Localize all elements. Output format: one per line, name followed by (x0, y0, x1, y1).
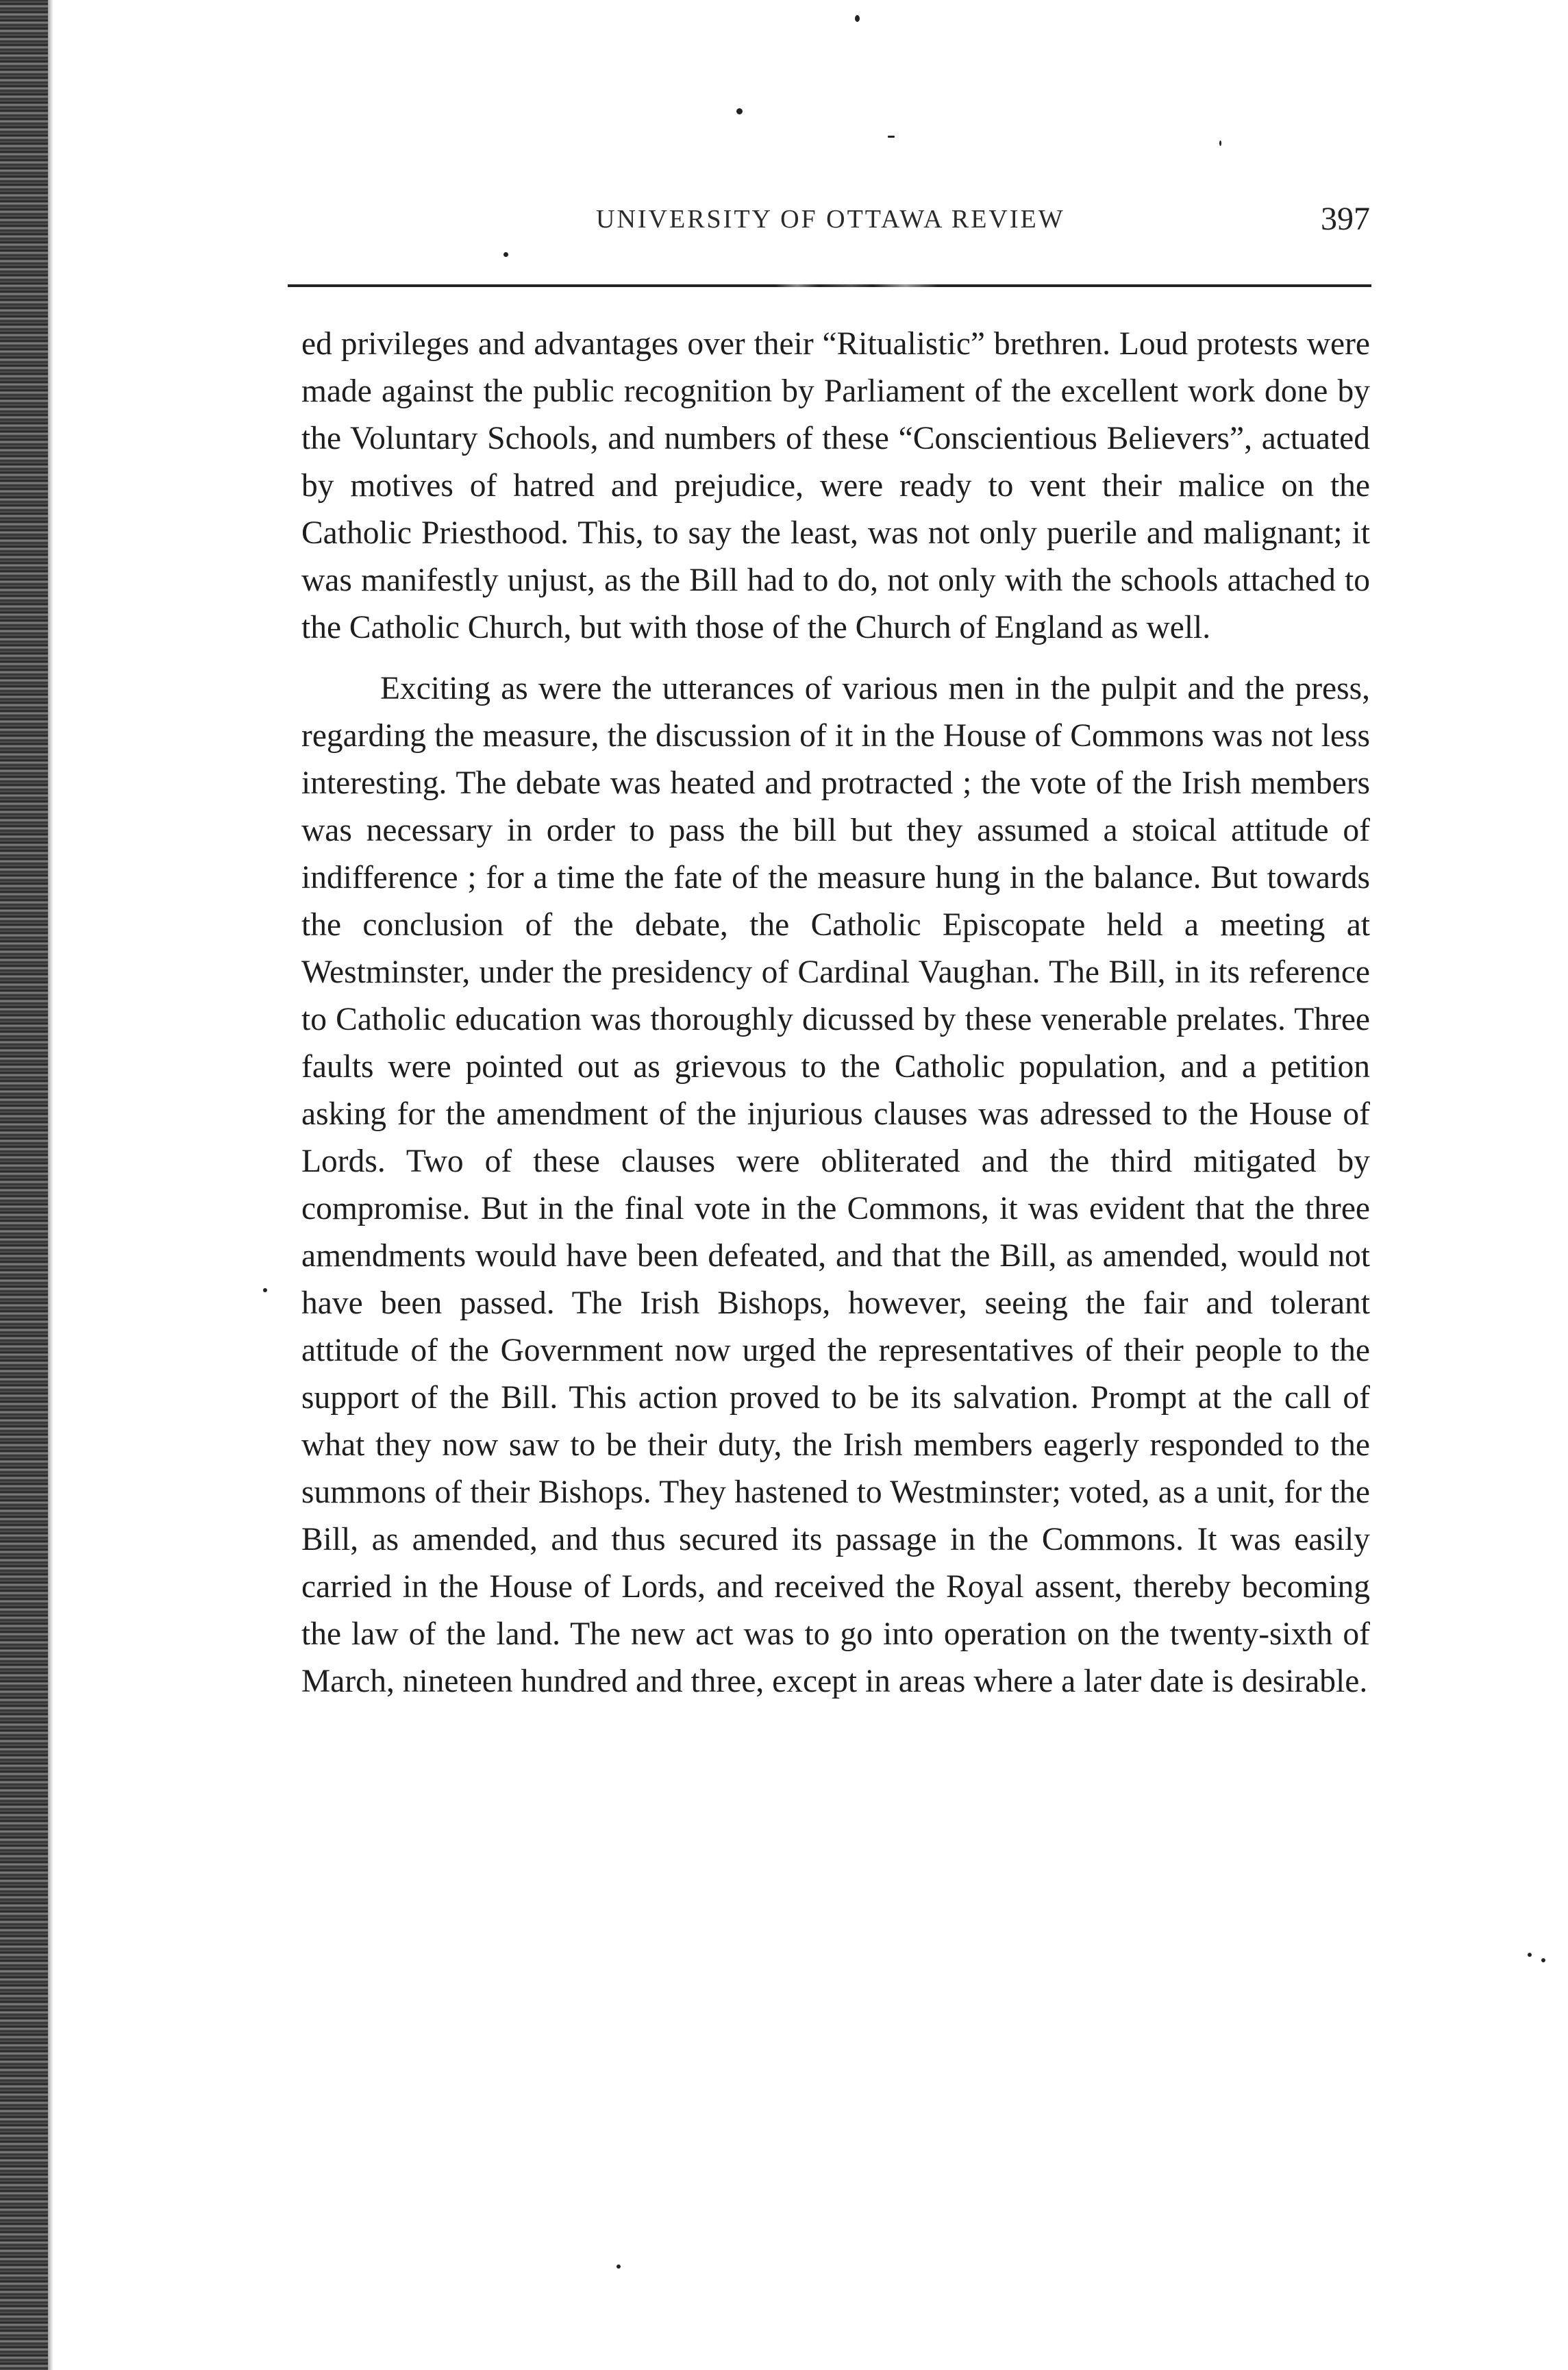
scan-speck (1528, 1953, 1532, 1957)
paragraph-1: ed privileges and advantages over their “Ritualistic” brethren. Loud protests were made against the public recognition by Parliament of the excellent work done by the Voluntary Schools, and numbers of these “Conscientious Believers”, actuated by motives of hatred and prejudice, were ready to vent their malice on the Catholic Priesthood. This, to say the least, was not only puerile and malignant; it was manifestly unjust, as the Bill had to do, not only with the schools attached to the Catholic Church, but with those of the Church of England as well. (301, 326, 1370, 645)
article-body (301, 321, 1370, 1705)
scan-speck (736, 108, 743, 114)
journal-title: UNIVERSITY OF OTTAWA REVIEW (596, 205, 1065, 234)
scan-speck (263, 1288, 267, 1292)
scan-speck (1541, 1958, 1545, 1962)
header-rule (288, 284, 1371, 287)
running-head (288, 185, 1384, 247)
paragraph-2: Exciting as were the utterances of various men in the pulpit and the press, regarding the measure, the discussion of it in the House of Commons was not less interesting. The debate was heated and protracted ; the vote of the Irish members was necessary in order to pass the bill but they assumed a stoical attitude of indifference ; for a time the fate of the measure hung in the balance. But towards the conclusion of the debate, the Catholic Episcopate held a meeting at Westminster, under the presidency of Cardinal Vaughan. The Bill, in its reference to Catholic education was thoroughly dicussed by these venerable prelates. Three faults were pointed out as grievous to the Catholic population, and a petition asking for the amendment of the injurious clauses was adressed to the House of Lords. Two of these clauses were obliterated and the third mitigated by compromise. But in the final vote in the Commons, it was evident that the three amendments would have been defeated, and that the Bill, as amended, would not have been passed. The Irish Bishops, however, seeing the fair and tolerant attitude of the Government now urged the representatives of their people to the support of the Bill. This action proved to be its salvation. Prompt at the call of what they now saw to be their duty, the Irish members eagerly responded to the summons of their Bishops. They hastened to Westminster; voted, as a unit, for the Bill, as amended, and thus secured its passage in the Commons. It was easily carried in the House of Lords, and received the Royal assent, thereby becoming the law of the land. The new act was to go into operation on the twenty-sixth of March, nineteen hundred and three, except in areas where a later date is desirable. (301, 671, 1370, 1699)
scan-speck (888, 136, 895, 138)
scanned-binding-edge (0, 0, 48, 2370)
scan-speck (1219, 140, 1221, 146)
scan-speck (855, 15, 860, 22)
scan-speck (617, 2264, 621, 2269)
scan-speck (503, 252, 508, 257)
page-number: 397 (1321, 201, 1370, 237)
